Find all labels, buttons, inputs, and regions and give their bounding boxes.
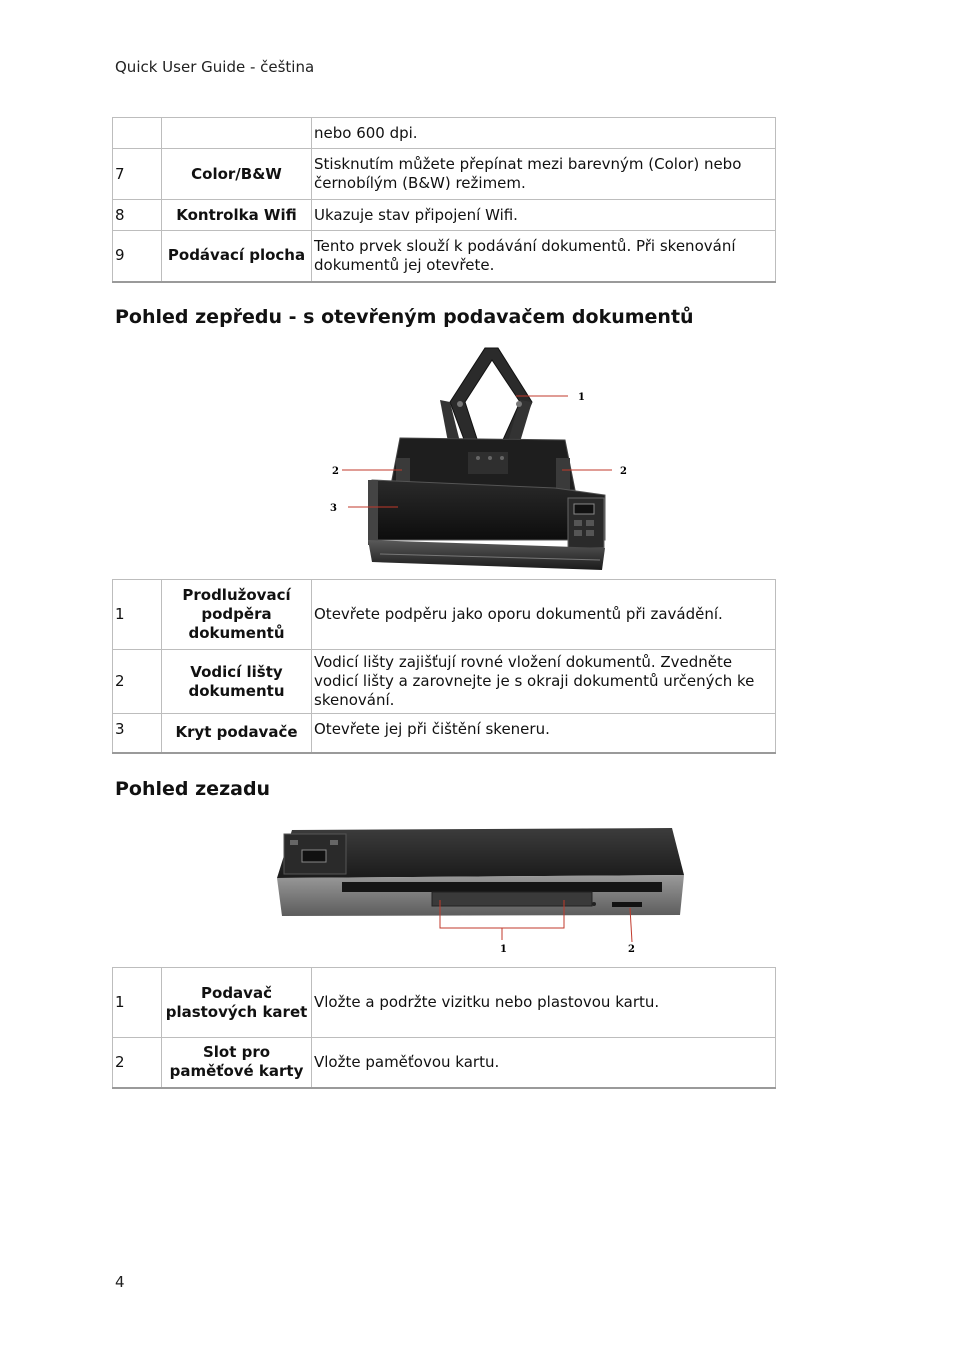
callout-label: 3 — [330, 503, 337, 514]
row-description: Stisknutím můžete přepínat mezi barevným (Color) nebo černobílým (B&W) režimem. — [312, 149, 776, 200]
scanner-front-illustration — [320, 340, 640, 575]
table-row — [113, 231, 776, 282]
section-heading-front: Pohled zepředu - s otevřeným podavačem dokumentů — [115, 306, 694, 328]
row-description: Tento prvek slouží k podávání dokumentů. Při skenování dokumentů jej otevřete. — [312, 231, 776, 282]
row-name: Color/B&W — [162, 149, 312, 200]
table-row — [113, 200, 776, 231]
row-number: 1 — [113, 968, 162, 1038]
spec-table-back — [112, 967, 776, 1089]
row-description: nebo 600 dpi. — [312, 118, 776, 149]
callout-label: 2 — [620, 466, 627, 477]
table-row — [113, 580, 776, 650]
row-description: Otevřete jej při čištění skeneru. — [312, 714, 776, 753]
table-row — [113, 714, 776, 753]
row-name: Slot pro paměťové karty — [162, 1038, 312, 1088]
row-number: 2 — [113, 650, 162, 714]
row-name: Podávací plocha — [162, 231, 312, 282]
table-row — [113, 118, 776, 149]
spec-table-top — [112, 117, 776, 283]
row-description: Otevřete podpěru jako oporu dokumentů při zavádění. — [312, 580, 776, 650]
scanner-back-illustration — [272, 820, 692, 960]
row-name: Kontrolka Wifi — [162, 200, 312, 231]
table-row — [113, 149, 776, 200]
row-number: 3 — [113, 714, 162, 753]
row-number: 8 — [113, 200, 162, 231]
row-name: Podavač plastových karet — [162, 968, 312, 1038]
row-name: Prodlužovací podpěra dokumentů — [162, 580, 312, 650]
page-number: 4 — [115, 1273, 125, 1291]
page-header: Quick User Guide - čeština — [115, 58, 315, 76]
row-number: 9 — [113, 231, 162, 282]
row-number: 2 — [113, 1038, 162, 1088]
spec-table-front — [112, 579, 776, 754]
callout-label: 1 — [578, 392, 585, 403]
callout-label: 1 — [500, 944, 507, 955]
table-row — [113, 650, 776, 714]
row-number: 1 — [113, 580, 162, 650]
row-description: Vložte a podržte vizitku nebo plastovou kartu. — [312, 968, 776, 1038]
row-description: Vložte paměťovou kartu. — [312, 1038, 776, 1088]
row-name: Vodicí lišty dokumentu — [162, 650, 312, 714]
table-row — [113, 968, 776, 1038]
row-number: 7 — [113, 149, 162, 200]
row-description: Ukazuje stav připojení Wifi. — [312, 200, 776, 231]
callout-label: 2 — [628, 944, 635, 955]
table-row — [113, 1038, 776, 1088]
section-heading-back: Pohled zezadu — [115, 778, 271, 800]
callout-label: 2 — [332, 466, 339, 477]
row-description: Vodicí lišty zajišťují rovné vložení dokumentů. Zvedněte vodicí lišty a zarovnejte je s okraji dokumentů určených ke skenování. — [312, 650, 776, 714]
row-name: Kryt podavače — [162, 714, 312, 753]
row-number — [113, 118, 162, 149]
row-name — [162, 118, 312, 149]
